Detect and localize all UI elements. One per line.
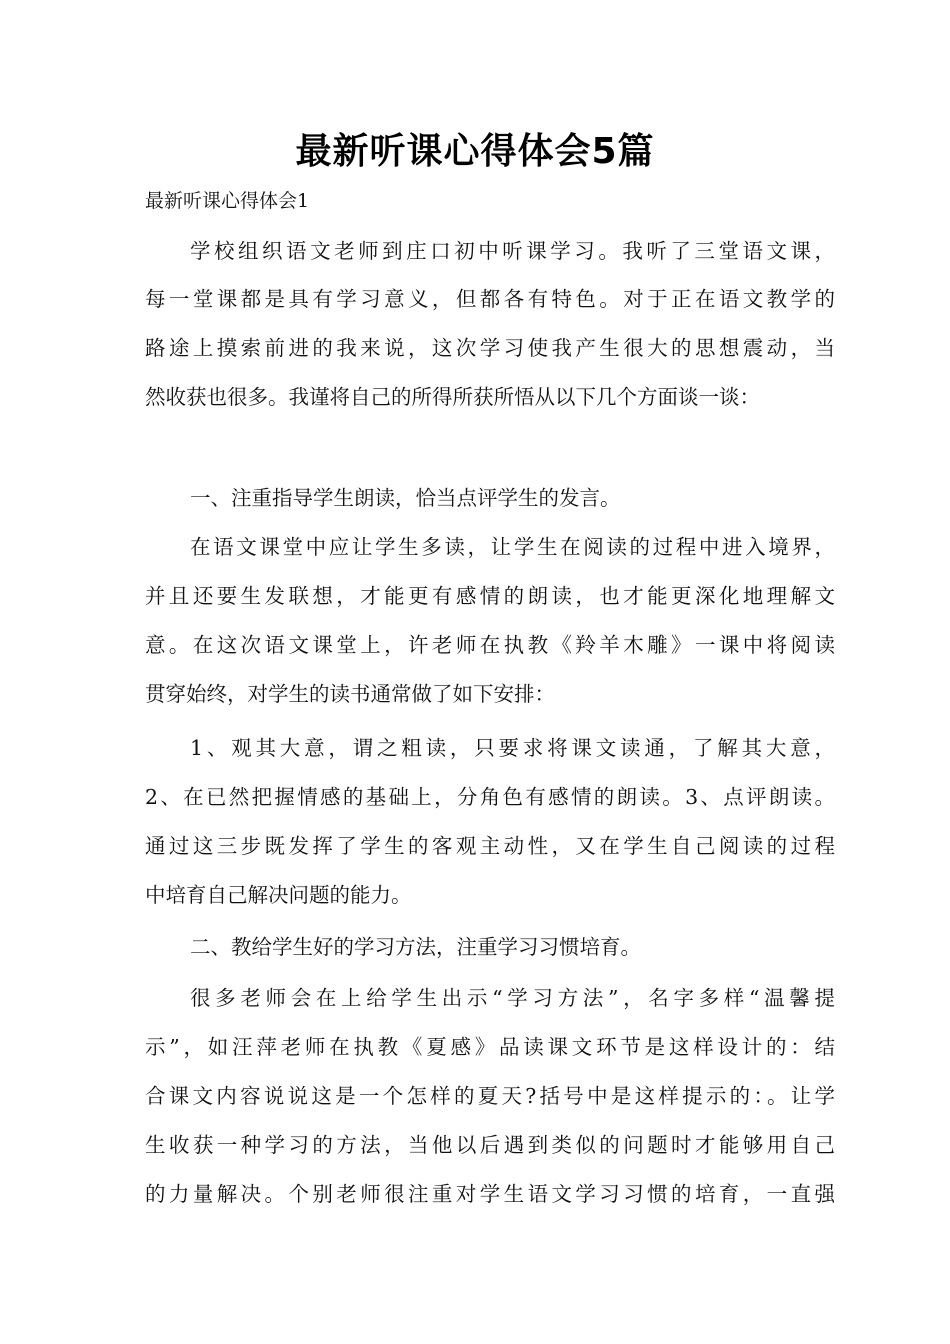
- paragraph-line: 生收获一种学习的方法，当他以后遇到类似的问题时才能够用自己: [145, 1133, 835, 1157]
- paragraph-line: 中培育自己解决问题的能力。: [145, 883, 412, 907]
- paragraph-line: 2、在已然把握情感的基础上，分角色有感情的朗读。3、点评朗读。: [145, 785, 835, 809]
- paragraph-line: 1、观其大意，谓之粗读，只要求将课文读通，了解其大意，: [190, 736, 835, 760]
- paragraph-line: 合课文内容说说这是一个怎样的夏天?括号中是这样提示的：。让学: [145, 1084, 835, 1108]
- paragraph-line: 然收获也很多。我谨将自己的所得所获所悟从以下几个方面谈一谈：: [145, 385, 760, 409]
- document-title: 最新听课心得体会5篇: [295, 131, 655, 172]
- paragraph-line: 路途上摸索前进的我来说，这次学习使我产生很大的思想震动，当: [145, 336, 835, 360]
- paragraph-line: 通过这三步既发挥了学生的客观主动性，又在学生自己阅读的过程: [145, 834, 835, 858]
- section-heading: 最新听课心得体会1: [145, 190, 310, 212]
- paragraph-line: 的力量解决。个别老师很注重对学生语文学习习惯的培育，一直强: [145, 1182, 835, 1206]
- subheading-line: 二、教给学生好的学习方法，注重学习习惯培育。: [190, 935, 641, 959]
- subheading-line: 一、注重指导学生朗读，恰当点评学生的发言。: [190, 486, 621, 510]
- paragraph-line: 贯穿始终，对学生的读书通常做了如下安排：: [145, 682, 555, 706]
- paragraph-line: 并且还要生发联想，才能更有感情的朗读，也才能更深化地理解文: [145, 584, 835, 608]
- paragraph-line: 学校组织语文老师到庄口初中听课学习。我听了三堂语文课，: [190, 239, 835, 263]
- paragraph-line: 很多老师会在上给学生出示“学习方法”，名字多样“温馨提: [190, 986, 835, 1010]
- paragraph-line: 示”，如汪萍老师在执教《夏感》品读课文环节是这样设计的：结: [145, 1035, 835, 1059]
- paragraph-line: 在语文课堂中应让学生多读，让学生在阅读的过程中进入境界，: [190, 535, 835, 559]
- paragraph-line: 意。在这次语文课堂上，许老师在执教《羚羊木雕》一课中将阅读: [145, 633, 835, 657]
- paragraph-line: 每一堂课都是具有学习意义，但都各有特色。对于正在语文教学的: [145, 287, 835, 311]
